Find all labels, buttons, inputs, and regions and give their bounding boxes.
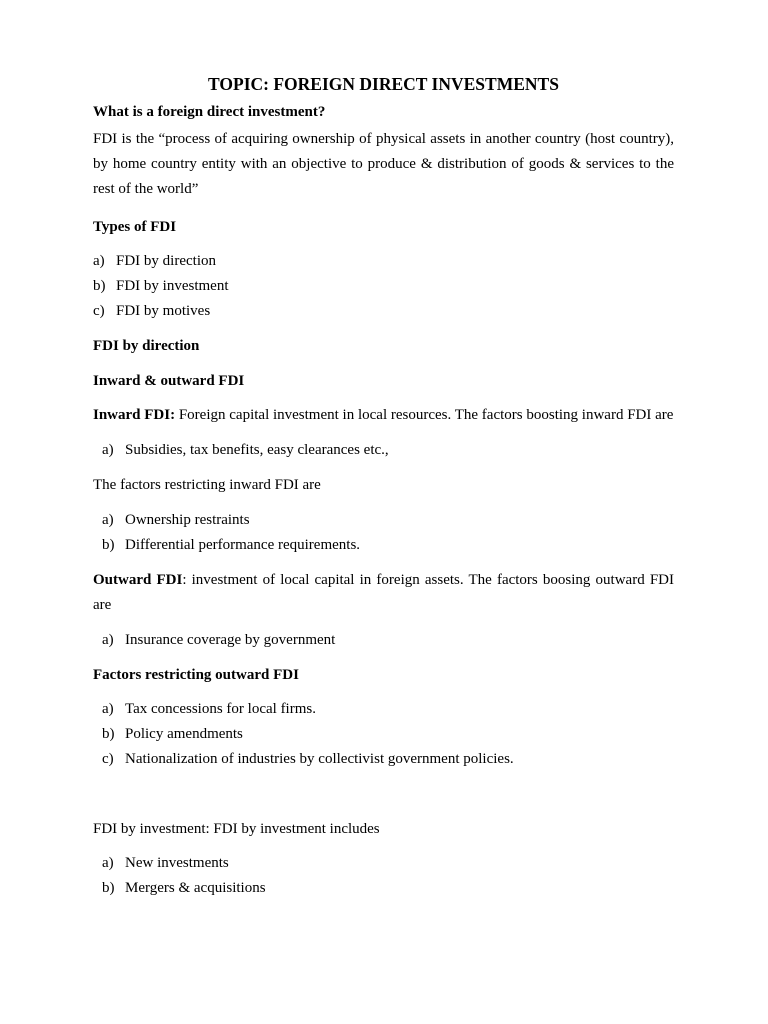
list-item: a) New investments (102, 855, 229, 871)
types-heading: Types of FDI (93, 219, 177, 235)
outward-text: : investment of local capital in foreign assets. The factors boosing outward FDI are (93, 572, 674, 613)
list-item: a) Subsidies, tax benefits, easy clearances etc., (102, 442, 389, 458)
outward-restrict-heading: Factors restricting outward FDI (93, 667, 299, 683)
inward-outward-heading: Inward & outward FDI (93, 373, 245, 389)
list-item: b) Policy amendments (102, 726, 243, 742)
question-heading: What is a foreign direct investment? (93, 104, 326, 120)
page-title: TOPIC: FOREIGN DIRECT INVESTMENTS (208, 74, 559, 94)
inward-boost-list (93, 440, 674, 460)
inward-text: Foreign capital investment in local resources. The factors boosting inward FDI are (175, 407, 674, 423)
list-item: c) Nationalization of industries by collectivist government policies. (102, 751, 514, 767)
outward-restrict-list (93, 699, 674, 769)
list-item: a) Tax concessions for local firms. (102, 701, 316, 717)
outward-boost-list (93, 630, 674, 650)
types-list (93, 251, 674, 321)
outward-paragraph (93, 568, 674, 618)
investment-list (93, 853, 674, 898)
inward-restrict-list (93, 510, 674, 555)
inward-paragraph (93, 403, 674, 428)
direction-heading: FDI by direction (93, 338, 200, 354)
inward-restrict-intro: The factors restricting inward FDI are (93, 477, 321, 493)
list-item: a) Ownership restraints (102, 512, 250, 528)
inward-label: Inward FDI: (93, 407, 176, 423)
list-item: a) FDI by direction (93, 253, 216, 269)
list-item: b) Mergers & acquisitions (102, 880, 266, 896)
list-item: b) FDI by investment (93, 278, 229, 294)
investment-intro: FDI by investment: FDI by investment includes (93, 821, 380, 837)
list-item: a) Insurance coverage by government (102, 632, 336, 648)
definition-paragraph: FDI is the “process of acquiring ownership of physical assets in another country (host country), by home country entity with an objective to produce & distribution of goods & services to the rest of the world” (93, 131, 674, 197)
list-item: c) FDI by motives (93, 303, 211, 319)
list-item: b) Differential performance requirements. (102, 537, 361, 553)
outward-label: Outward FDI (93, 572, 183, 588)
document-page (93, 72, 674, 898)
